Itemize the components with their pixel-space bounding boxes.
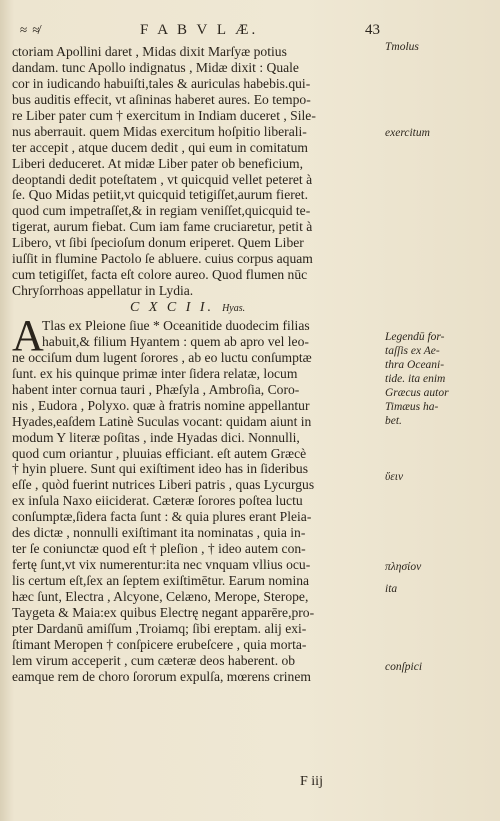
text-line: Liberi deduceret. At midæ Liber pater ob beneficium, [12, 155, 304, 171]
text-line: ter ſe coniunctæ quod eſt † pleſion , † ideo autem con- [12, 541, 306, 557]
text-line: Chryſorrhoas appellatur in Lydia. [12, 283, 194, 299]
text-line: eſſe , quòd fuerint nutrices Liberi patris , quas Lycurgus [12, 477, 315, 493]
main-text-part1 [12, 44, 382, 299]
text-line: hæc ſunt, Electra , Alcyone, Celæno, Merope, Sterope, [12, 588, 309, 604]
page-header [20, 22, 380, 42]
text-line: cum tetigiſſet, facta eſt colore aureo. Quod flumen nūc [12, 267, 308, 283]
text-line: nis , Eudora , Polyxo. quæ à fratris nomine appellantur [12, 397, 310, 413]
text-line: pter Dardanū amiſſum ,Troiamq; ſibi ereptam. alij exi- [12, 620, 307, 636]
text-line: ſunt. ex his quinque primæ inter ſidera relatæ, locum [12, 365, 298, 381]
text-line: bus auditis effecit, vt aſininas haberet aures. Eo tempo- [12, 91, 311, 107]
text-line: habuit,& filium Hyantem : quem ab apro vel leo- [42, 333, 309, 349]
text-line: Libero, vt ſibi ſpecioſum donum eriperet. Quem Liber [12, 235, 304, 251]
text-line: Hyades,eaſdem Latinè Suculas vocant: quidam aiunt in [12, 413, 312, 429]
text-line: re Liber pater cum † exercitum in Indiam duceret , Sile- [12, 107, 316, 123]
chapter-heading [130, 300, 245, 316]
margin-note: conſpici [385, 661, 423, 673]
text-line: quod cum impetraſſet,& in regiam veniſſet,quicquid te- [12, 203, 311, 219]
text-line: Tlas ex Pleione ſiue * Oceanitide duodecim filias [42, 318, 310, 333]
text-line: quod cum oriantur , pluuias efficiant. eſt autem Græcè [12, 445, 307, 461]
text-line: ſe. Quo Midas petiit,vt quicquid tetigiſſet,aurum fieret. [12, 187, 308, 203]
text-line: ſtimant Meropen † conſpicere erubeſcere , quia morta- [12, 636, 307, 652]
text-line: fertę ſunt,vt vix numerentur:ita nec vnquam vllius ocu- [12, 557, 311, 573]
ornament: ≈ ≉ [20, 22, 41, 37]
text-line: † hyin pluere. Sunt qui exiſtiment ideo has in ſideribus [12, 461, 309, 477]
margin-note: exercitum [385, 127, 430, 139]
main-text-part2 [12, 311, 384, 685]
text-line: habent inter cornua tauri , Phæſyla , Ambroſia, Coro- [12, 381, 300, 397]
chapter-number: C X C I I. [130, 300, 215, 315]
margin-note: ita [385, 583, 398, 595]
text-line: nus aberrauit. quem Midas exercitum hoſpitio liberali- [12, 123, 307, 139]
margin-note: Tmolus [385, 41, 419, 53]
text-line: conſumptæ,ſidera facta ſunt : & quia plures erant Pleia- [12, 509, 312, 525]
text-line: iuſſit in flumine Pactolo ſe abluere. cuius corpus aquam [12, 251, 313, 267]
text-line: ex inſula Naxo eiiciderat. Cæteræ ſorores poſtea luctu [12, 493, 303, 509]
drop-cap: A [12, 311, 44, 360]
text-line: lis certum eſt,ſex an ſeptem exiſtimētur. Earum nomina [12, 573, 310, 588]
text-line: ne occiſum dum lugent ſorores , ab eo luctu conſumptæ [12, 349, 312, 365]
text-line: ter accepit , atque ducem dedit , qui eum in comitatum [12, 139, 308, 155]
text-line: des dictæ , nonnulli exiſtimant ita nominatas , quia in- [12, 525, 306, 541]
text-line: deoptandi dedit poteſtatem , vt quicquid vellet peteret à [12, 171, 313, 187]
text-line: modum Y literæ poſitas , inde Hyadas dici. Nonnulli, [12, 429, 300, 445]
text-line: Taygeta & Maia:ex quibus Electrę negant apparēre,pro- [12, 604, 315, 620]
text-line: eamque rem de choro ſororum expulſa, mœrens crinem [12, 668, 311, 684]
margin-note: Legendū for- taſſis ex Ae- thra Oceani- tide. ita enim Græcus autor Timæus ha- bet. [385, 331, 449, 427]
text-line: lem virum acceperit , cum cæteræ deos haberent. ob [12, 652, 296, 668]
text-line: cor in iudicando habuiſti,tales & auriculas habebis.qui- [12, 75, 311, 91]
running-title: F A B V L Æ. [140, 22, 259, 38]
margin-note: ὕειν [385, 471, 404, 483]
signature-mark: F iij [300, 774, 323, 789]
margin-note: πλησίον [385, 561, 422, 573]
page-number: 43 [365, 22, 380, 38]
text-line: dandam. tunc Apollo indignatus , Midæ dixit : Quale [12, 59, 299, 75]
text-line: tigerat, aurum fiebat. Cum iam fame cruciaretur, petit à [12, 219, 313, 235]
text-line: ctoriam Apollini daret , Midas dixit Marſyæ potius [12, 44, 287, 59]
chapter-subtitle: Hyas. [222, 303, 246, 314]
